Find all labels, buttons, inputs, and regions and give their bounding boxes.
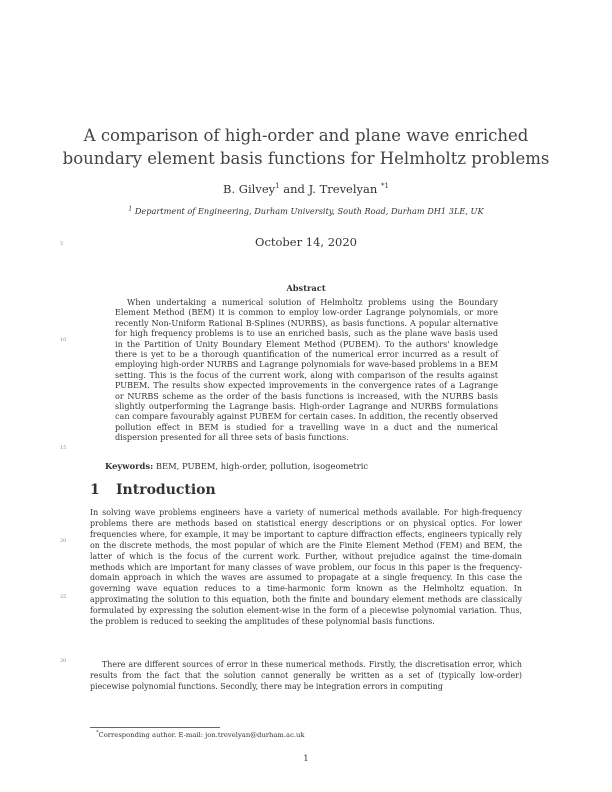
abstract-body: When undertaking a numerical solution of Helmholtz problems using the Boundary Element Method (BEM) it is common to employ low-order Lagrange polynomials, or more recently Non-Uniform Rational B-Splines (NURBS), as basis functions. A popular alternative for high frequency problems is to use an enriched basis, such as the plane wave basis used in the Partition of Unity Boundary Element Method (PUBEM). To the authors' knowledge there is yet to be a thorough quantification of the numerical error incurred as a result of employing high-order NURBS and Lagrange polynomials for wave-based problems in a BEM setting. This is the focus of the current work, along with comparison of the results against PUBEM. The results show expected improvements in the convergence rates of a Lagrange or NURBS scheme as the order of the basis functions is increased, with the NURBS basis slightly outperforming the Lagrange basis. High-order Lagrange and NURBS formulations can compare favourably against PUBEM for certain cases. In addition, the recently observed pollution effect in BEM is studied for a travelling wave in a duct and the numerical dispersion presented for all three sets of basis functions.	[115, 297, 498, 443]
author-conjunction: and	[283, 182, 305, 196]
paper-date: October 14, 2020	[255, 235, 357, 249]
line-number: 5	[60, 241, 64, 247]
author-gilvey-affil-mark: 1	[275, 182, 280, 191]
affiliation-text: Department of Engineering, Durham University, South Road, Durham DH1 3LE, UK	[134, 206, 484, 216]
author-gilvey: B. Gilvey	[223, 182, 276, 196]
keywords	[105, 461, 505, 471]
section-title: Introduction	[116, 482, 216, 498]
author-trevelyan-affil-mark: *1	[380, 182, 389, 191]
paper-title: A comparison of high-order and plane wave enriched boundary element basis functions for Helmholtz problems	[62, 126, 550, 168]
footnote-mark: *	[96, 729, 99, 736]
line-number: 10	[60, 337, 67, 343]
keywords-label: Keywords:	[105, 461, 154, 471]
footnote-text: Corresponding author. E-mail: jon.trevelyan@durham.ac.uk	[98, 731, 305, 739]
keywords-text: BEM, PUBEM, high-order, pollution, isogeometric	[155, 461, 369, 471]
section-number: 1	[90, 482, 100, 498]
line-number: 25	[60, 594, 67, 600]
line-number: 15	[60, 445, 67, 451]
section-heading	[90, 482, 216, 498]
abstract-heading: Abstract	[286, 283, 326, 293]
footnote-rule	[90, 727, 220, 728]
line-number: 30	[60, 658, 67, 664]
affiliation	[60, 206, 552, 216]
footnote	[96, 731, 305, 739]
page-number: 1	[303, 754, 309, 764]
intro-paragraph-2: There are different sources of error in these numerical methods. Firstly, the discretisation error, which results from the fact that the solution cannot generally be written as a set of (typically low-order) piecewise polynomial functions. Secondly, there may be integration errors in computing	[90, 660, 522, 691]
intro-paragraph-1: In solving wave problems engineers have a variety of numerical methods available. For high-frequency problems there are methods based on statistical energy descriptions or on physical optics. For lower frequencies where, for example, it may be important to capture diffraction effects, engineers typically rely on the discrete methods, the most popular of which are the Finite Element Method (FEM) and BEM, the latter of which is the focus of the current work. Further, without prejudice against the time-domain methods which are important for many classes of wave problem, our focus in this paper is the frequency-domain approach in which the waves are assumed to propagate at a single frequency. In this case the governing wave equation reduces to a time-harmonic form known as the Helmholtz equation. In approximating the solution to this equation, both the finite and boundary element methods are classically formulated by expressing the solution element-wise in the form of a piecewise polynomial variation. Thus, the problem is reduced to seeking the amplitudes of these polynomial basis functions.	[90, 508, 522, 627]
affiliation-mark: 1	[128, 205, 133, 213]
author-line	[60, 182, 552, 196]
line-number: 20	[60, 538, 67, 544]
author-trevelyan: J. Trevelyan	[308, 182, 378, 196]
